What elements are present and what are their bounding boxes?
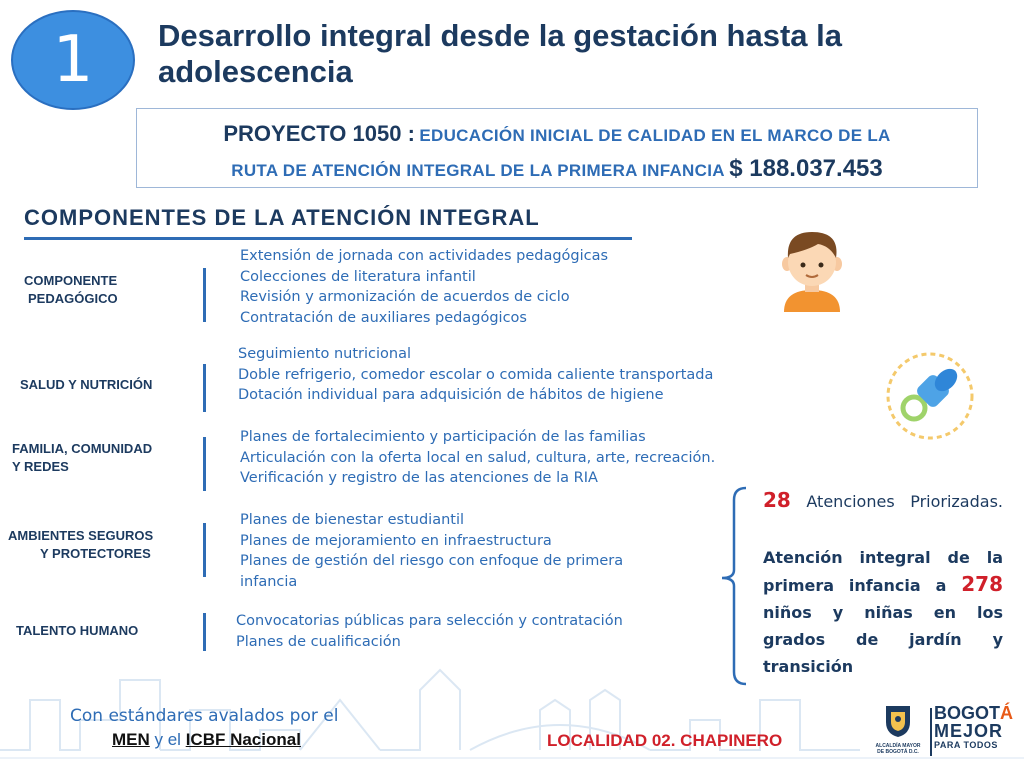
component-label-line: Y PROTECTORES (40, 546, 151, 561)
component-label-line: TALENTO HUMANO (16, 623, 139, 638)
project-desc-line2: RUTA DE ATENCIÓN INTEGRAL DE LA PRIMERA INFANCIA (231, 161, 725, 180)
component-label-line: AMBIENTES SEGUROS (8, 528, 154, 543)
alcaldia-line2: DE BOGOTÁ D.C. (877, 749, 919, 755)
list-item: Articulación con la oferta local en salud, cultura, arte, recreación. (240, 449, 716, 466)
list-item: Convocatorias públicas para selección y contratación (236, 613, 623, 629)
component-list-talento (236, 611, 623, 652)
list-item: Planes de bienestar estudiantil (240, 512, 465, 528)
component-label-line: Y REDES (12, 459, 69, 474)
list-item: infancia (240, 573, 298, 590)
list-item: Colecciones de literatura infantil (240, 268, 476, 285)
atenciones-text: Atenciones Priorizadas. (806, 492, 1003, 511)
component-list-familia (240, 427, 715, 489)
boy-avatar-icon (778, 228, 846, 312)
component-label-familia (12, 440, 152, 476)
summary-panel (763, 488, 1003, 680)
logo-para-todos-text: PARA TODOS (934, 740, 998, 750)
coat-of-arms-icon (883, 702, 913, 738)
component-label-line: COMPONENTE (24, 273, 118, 288)
list-item: Extensión de jornada con actividades pedagógicas (240, 248, 609, 264)
atenciones-number: 28 (763, 488, 791, 512)
list-item: Dotación individual para adquisición de hábitos de higiene (238, 387, 664, 403)
list-item: Doble refrigerio, comedor escolar o comida caliente transportada (238, 366, 714, 383)
component-label-salud (20, 376, 152, 394)
men-label: MEN (112, 730, 150, 749)
footer-standards-line: Con estándares avalados por el (70, 706, 339, 726)
component-list-pedagogico (240, 246, 608, 328)
y-el-label: y el (149, 730, 186, 749)
list-item: Planes de mejoramiento en infraestructura (240, 532, 552, 549)
list-item: Planes de gestión del riesgo con enfoque de primera (240, 553, 624, 569)
project-code: PROYECTO 1050 : (223, 121, 415, 146)
component-list-salud (238, 344, 713, 406)
children-number: 278 (961, 572, 1003, 596)
component-bar (203, 268, 206, 322)
components-divider (24, 237, 632, 240)
project-box (136, 108, 978, 188)
atencion-pre: Atención integral de la primera infancia a (763, 548, 1003, 595)
list-item: Planes de fortalecimiento y participación de las familias (240, 429, 646, 445)
component-label-talento (16, 622, 138, 640)
component-bar (203, 523, 206, 577)
component-label-pedagogico (24, 272, 174, 308)
list-item: Planes de cualificación (236, 633, 401, 650)
component-label-ambientes (8, 527, 188, 563)
logo-separator (930, 708, 932, 756)
list-item: Verificación y registro de las atenciones de la RIA (240, 470, 598, 486)
component-list-ambientes (240, 510, 623, 592)
logo-mejor-text: MEJOR (934, 721, 1004, 741)
component-label-line: FAMILIA, COMUNIDAD (12, 441, 153, 456)
page-title: Desarrollo integral desde la gestación hasta la adolescencia (158, 18, 842, 89)
section-number-badge: 1 (11, 10, 135, 110)
component-label-line: SALUD Y NUTRICIÓN (20, 377, 153, 392)
logo-bogota-text: BOGOT (934, 703, 1000, 723)
footer-entities-line (112, 730, 301, 750)
component-bar (203, 613, 206, 651)
atencion-post: niños y niñas en los grados de jardín y transición (763, 603, 1003, 676)
localidad-label: LOCALIDAD 02. CHAPINERO (547, 731, 783, 750)
list-item: Revisión y armonización de acuerdos de ciclo (240, 289, 570, 305)
component-bar (203, 437, 206, 491)
component-bar (203, 364, 206, 412)
logo-bogota-accent: Á (1000, 703, 1013, 723)
bogota-mejor-logo (934, 704, 1020, 760)
project-amount: $ 188.037.453 (729, 155, 883, 182)
alcaldia-logo (872, 702, 924, 762)
bracket-icon (720, 486, 750, 686)
icbf-label: ICBF Nacional (185, 730, 301, 749)
pacifier-icon (884, 350, 976, 442)
list-item: Contratación de auxiliares pedagógicos (240, 309, 527, 326)
project-desc-line1: EDUCACIÓN INICIAL DE CALIDAD EN EL MARCO DE LA (419, 126, 891, 145)
component-label-line: PEDAGÓGICO (28, 291, 118, 306)
list-item: Seguimiento nutricional (238, 346, 412, 362)
alcaldia-line1: ALCALDÍA MAYOR (875, 743, 921, 749)
components-title: COMPONENTES DE LA ATENCIÓN INTEGRAL (24, 205, 540, 230)
